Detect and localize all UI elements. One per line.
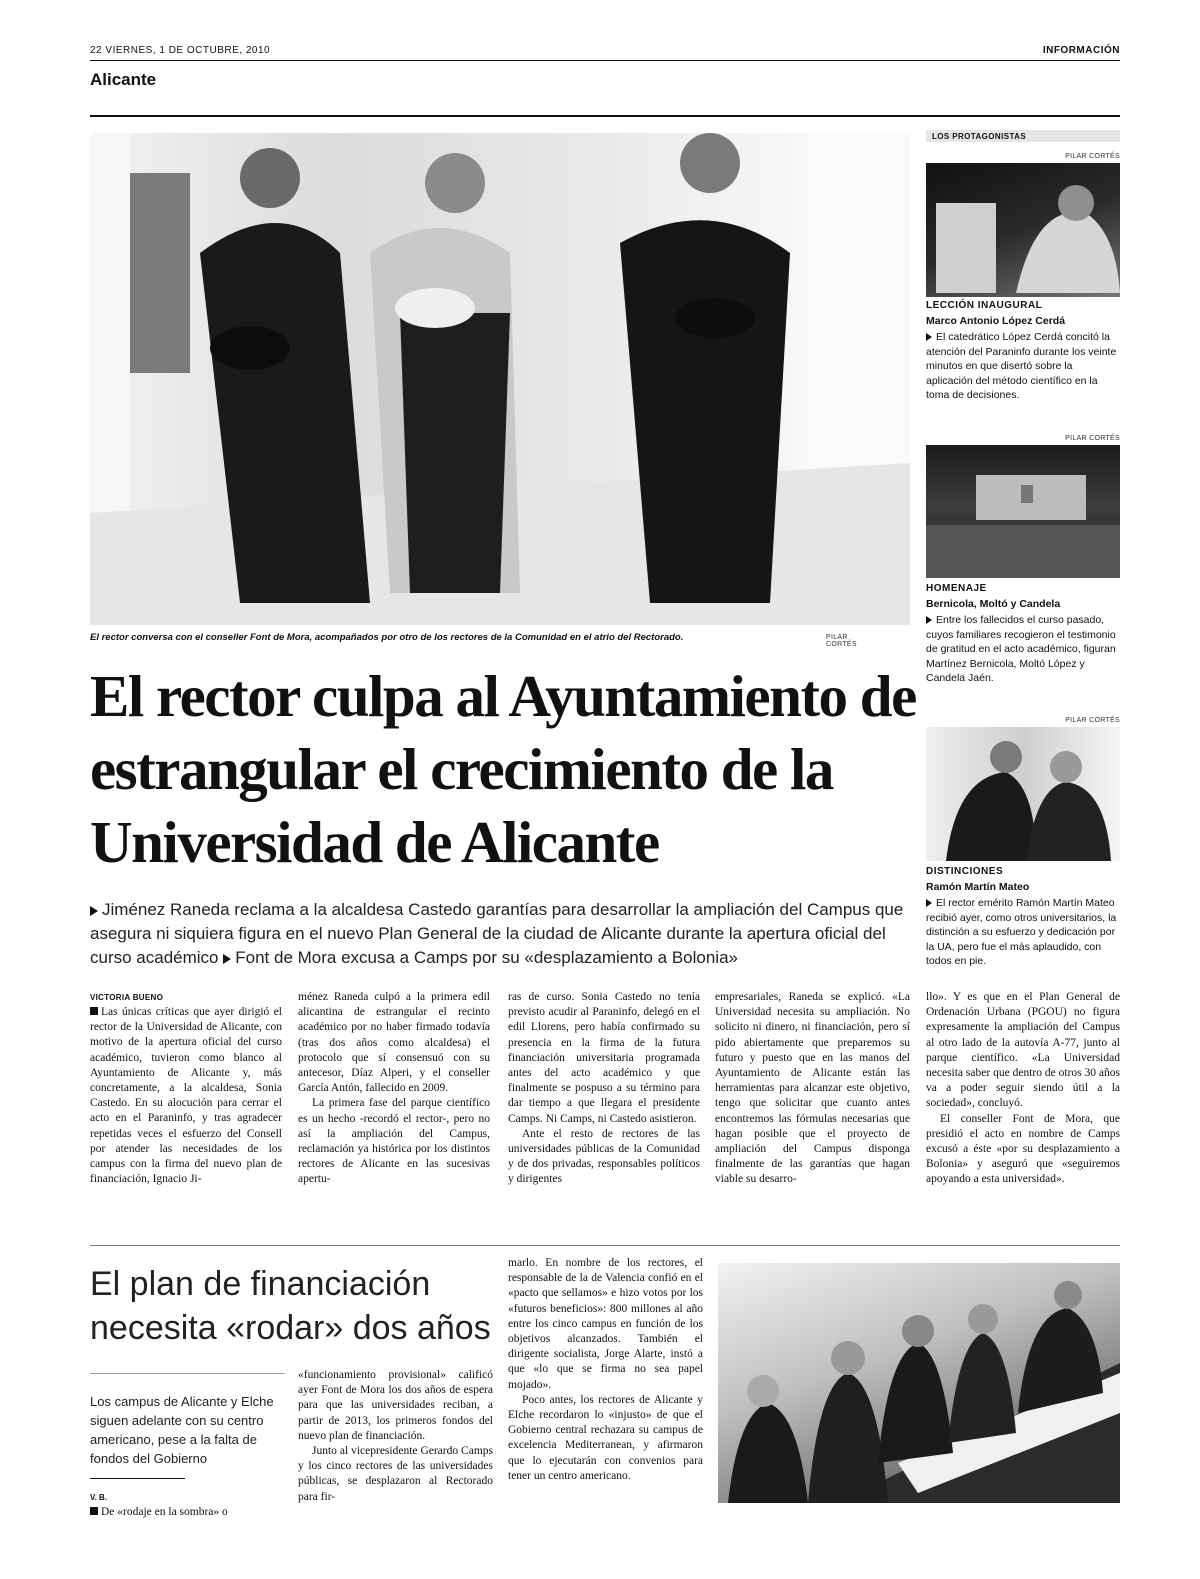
main-photo-credit: PILAR CORTÉS (826, 634, 857, 648)
sidebar-name-2: Bernicola, Moltó y Candela (926, 598, 1061, 610)
subhead-part1: Jiménez Raneda reclama a la alcaldesa Castedo garantías para desarrollar la ampliación del Campus que asegura ni siquiera figura en el nuevo Plan General de la ciudad de Alicante durante la apertura oficial del curso académico (90, 900, 904, 967)
second-lead-square-icon (90, 1507, 98, 1515)
article-col-3 (508, 990, 700, 1188)
story-separator (90, 1245, 1120, 1246)
subhead-arrow-icon-2 (223, 954, 231, 964)
sidebar-photo-1 (926, 163, 1120, 297)
article-col-2 (298, 990, 490, 1188)
article-col-3-para-2: Ante el resto de rectores de las universidades públicas de la Comunidad y de dos privadas, responsables políticos y dirigentes (508, 1127, 700, 1186)
headline: El rector culpa al Ayuntamiento de estrangular el crecimiento de la Universidad de Alicante (90, 663, 916, 875)
section-title: Alicante (90, 70, 157, 89)
sidebar-photo-3-image (926, 727, 1120, 861)
article-col-4 (715, 990, 910, 1188)
article-col-3-para-1: ras de curso. Sonia Castedo no tenía previsto acudir al Paraninfo, delegó en el edil Llorens, pero había confirmado su presencia en la firma de la futura financiación universitaria programada antes del acto académico y que finalmente se pospuso a su término para dar tiempo a que llegara el presidente Camps. Ni Camps, ni Castedo asistieron. (508, 991, 700, 1125)
second-col-3 (508, 1256, 703, 1484)
masthead: INFORMACIÓN (1042, 45, 1120, 56)
sidebar-text-2 (926, 613, 1120, 686)
sidebar-text-2-body: Entre los fallecidos el curso pasado, cuyos familiares recogieron el testimonio de gratitud en el acto académico, figuran Martínez Bernicola, Moltó López y Candela Jaén. (926, 614, 1116, 684)
sidebar-text-3 (926, 896, 1120, 969)
article-col-5-para-1: llo». Y es que en el Plan General de Ordenación Urbana (PGOU) no figura expresamente la ampliación del Campus al otro lado de la autovía A-77, junto al parque científico. «La Universidad necesita saber que dentro de otros 30 años va a poder seguir siendo útil a la sociedad», concluyó. (926, 991, 1120, 1110)
standfirst-bottom-rule (90, 1478, 185, 1479)
sidebar-title: LOS PROTAGONISTAS (932, 132, 1027, 141)
second-col-1-text: De «rodaje en la sombra» o (101, 1506, 228, 1518)
standfirst-top-rule (90, 1373, 285, 1374)
second-col-1 (90, 1505, 282, 1520)
sidebar-text-3-body: El rector emérito Ramón Martín Mateo recibió ayer, como otros universitarios, la distinción a su esfuerzo y dedicación por la UA, pero fue el más aplaudido, con todos en pie. (926, 897, 1117, 967)
article-col-1-text: Las únicas críticas que ayer dirigió el rector de la Universidad de Alicante, con motivo de la apertura oficial del curso académico, tuvieron como blanco al Ayuntamiento de Alicante y, más concretamente, a la alcaldesa, Sonia Castedo. En su alocución para cerrar el acto en el Paraninfo, y tras agradecer repetidas veces el esfuerzo del Consell por atender las necesidades de los campus con la firma del nuevo plan de financiación, Ignacio Ji- (90, 1006, 282, 1186)
article-col-1 (90, 1005, 282, 1187)
sidebar-name-3: Ramón Martín Mateo (926, 881, 1030, 893)
sidebar-photo-3 (926, 727, 1120, 861)
sidebar-arrow-icon-2 (926, 616, 932, 624)
second-col-3-para-1: marlo. En nombre de los rectores, el responsable de la de Valencia confió en el «pacto que sellamos» e hizo votos por los «futuros beneficios»: 800 millones al año entre los cinco campus en función de los objetivos alcanzados. También el dirigente socialista, Jorge Alarte, instó a que «lo que se firma no sea papel mojado». (508, 1257, 703, 1391)
second-col-2 (298, 1368, 493, 1505)
article-col-4-text: empresariales, Raneda se explicó. «La Universidad necesita su ampliación. No solicito ni dinero, ni financiación, pero sí pido abiertamente que preparemos su futuro y puesto que en las manos del Ayuntamiento de Alicante están las herramientas para alcanzar este objetivo, tengo que solicitar que cuanto antes encontremos las fórmulas necesarias que hagan posible que el proyecto de ampliación del Campus disponga finalmente de las garantías que hagan viable su desarro- (715, 991, 910, 1186)
main-photo-caption: El rector conversa con el conseller Font de Mora, acompañados por otro de los rectores de la Comunidad en el atrio del Rectorado. (90, 632, 684, 643)
sidebar-credit-3: PILAR CORTÉS (1065, 717, 1120, 724)
main-photo-image (90, 133, 910, 625)
sidebar-label-2: HOMENAJE (926, 583, 987, 594)
sidebar-text-1 (926, 330, 1120, 403)
article-col-5-para-2: El conseller Font de Mora, que presidió el acto en nombre de Camps excusó a éste «por su desplazamiento a Bolonia» y aseguró que «seguiremos apoyando a esta universidad». (926, 1112, 1120, 1186)
sidebar-label-1: LECCIÓN INAUGURAL (926, 300, 1043, 311)
subhead-part2: Font de Mora excusa a Camps por su «desplazamiento a Bolonia» (235, 948, 738, 967)
sidebar-photo-2 (926, 445, 1120, 578)
sidebar-name-1: Marco Antonio López Cerdá (926, 315, 1066, 327)
second-col-2-para-1: «funcionamiento provisional» calificó ayer Font de Mora los dos años de espera para que las universidades reciban, a partir de 2013, los primeros fondos del nuevo plan de financiación. (298, 1369, 493, 1442)
section-rule (90, 115, 1120, 117)
article-col-2-para-2: La primera fase del parque científico es un hecho -recordó el rector-, pero no así la ampliación del Campus, reclamación ya histórica por los distintos rectores de Alicante en las sucesivas apertu- (298, 1097, 490, 1186)
sidebar-label-3: DISTINCIONES (926, 866, 1004, 877)
sidebar-photo-1-image (926, 163, 1120, 297)
second-photo-image (718, 1263, 1120, 1503)
subhead (90, 898, 910, 970)
second-standfirst: Los campus de Alicante y Elche siguen adelante con su centro americano, pese a la falta de fondos del Gobierno (90, 1394, 274, 1466)
second-headline: El plan de financiación necesita «rodar» dos años (90, 1265, 491, 1347)
article-col-5 (926, 990, 1120, 1188)
sidebar-photo-2-image (926, 445, 1120, 578)
sidebar-credit-2: PILAR CORTÉS (1065, 435, 1120, 442)
sidebar-arrow-icon-3 (926, 899, 932, 907)
second-col-3-para-2: Poco antes, los rectores de Alicante y Elche recordaron lo «injusto» de que el Gobierno central rechazara su campus de excelencia Mediterranean, y afirmaron que lo ejecutarán con convenios para tener un centro americano. (508, 1393, 703, 1482)
page-date: 22 VIERNES, 1 DE OCTUBRE, 2010 (90, 45, 271, 56)
lead-square-icon (90, 1007, 98, 1015)
sidebar-credit-1: PILAR CORTÉS (1065, 153, 1120, 160)
second-col-2-para-2: Junto al vicepresidente Gerardo Camps y los cinco rectores de las universidades públicas, se desplazaron al Rectorado para fir- (298, 1445, 493, 1503)
article-col-2-para-1: ménez Raneda culpó a la primera edil alicantina de estrangular el recinto académico por no haber firmado todavía (tras dos años como alcaldesa) el protocolo que sí consensuó con su antecesor, Díaz Alperi, y el conseller García Antón, fallecido en 2009. (298, 991, 490, 1095)
header-rule (90, 60, 1120, 61)
main-photo (90, 133, 910, 625)
sidebar-text-1-body: El catedrático López Cerdá concitó la atención del Paraninfo durante los veinte minutos en que disertó sobre la aplicación del método científico en la toma de decisiones. (926, 331, 1117, 401)
subhead-arrow-icon (90, 906, 98, 916)
second-byline: V. B. (90, 1493, 108, 1502)
sidebar-arrow-icon-1 (926, 333, 932, 341)
byline: VICTORIA BUENO (90, 993, 164, 1002)
second-photo (718, 1263, 1120, 1503)
